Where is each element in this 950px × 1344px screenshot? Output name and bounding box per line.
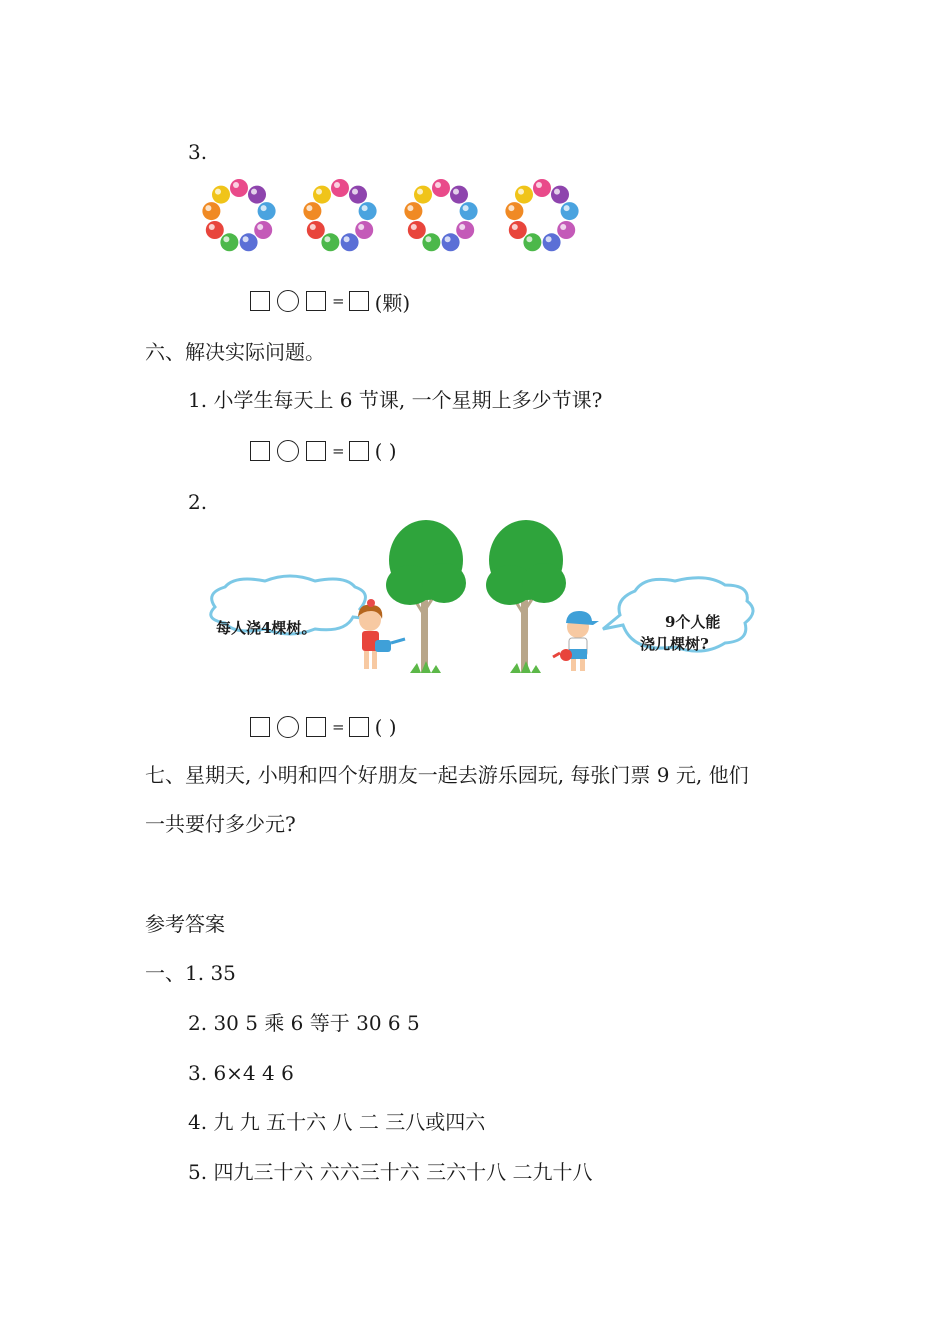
watering-trees-illustration [195, 515, 755, 685]
bead [557, 221, 575, 239]
unit-label: (颗) [374, 290, 411, 315]
bead-highlight [209, 224, 215, 230]
bead-highlight [306, 205, 312, 211]
bead [303, 202, 321, 220]
bead-highlight [251, 189, 257, 195]
bead [533, 179, 551, 197]
speech-bubble-right-text-1: 9个人能 [665, 613, 721, 631]
bead-highlight [223, 236, 229, 242]
bead-highlight [261, 205, 267, 211]
bead-ring [505, 179, 578, 251]
bead-highlight [453, 189, 459, 195]
bead-highlight [445, 236, 451, 242]
bead [355, 221, 373, 239]
bead [561, 202, 579, 220]
section-7-question-line-1: 七、星期天, 小明和四个好朋友一起去游乐园玩, 每张门票 9 元, 他们 [145, 763, 749, 787]
unit-blank: ( ) [374, 715, 397, 739]
boy-figure [553, 611, 599, 671]
bead-highlight [205, 205, 211, 211]
unit-blank: ( ) [374, 439, 397, 463]
bead-highlight [508, 205, 514, 211]
bead [515, 186, 533, 204]
operator-circle[interactable] [277, 716, 299, 738]
answer-box[interactable] [306, 717, 326, 737]
bead-highlight [334, 182, 340, 188]
bead-highlight [215, 189, 221, 195]
bead [349, 186, 367, 204]
speech-bubble-left-text: 每人浇4棵树。 [216, 619, 317, 637]
bead-highlight [310, 224, 316, 230]
bead [432, 179, 450, 197]
answer-box[interactable] [250, 717, 270, 737]
section-6-question-2-number: 2. [188, 490, 208, 514]
answer-box[interactable] [306, 291, 326, 311]
operator-circle[interactable] [277, 440, 299, 462]
bead-highlight [560, 224, 566, 230]
bead [220, 233, 238, 251]
bead [240, 233, 258, 251]
bead-highlight [257, 224, 263, 230]
bead-highlight [554, 189, 560, 195]
answer-box[interactable] [306, 441, 326, 461]
bead [254, 221, 272, 239]
equals-sign: = [332, 442, 345, 460]
bead-highlight [512, 224, 518, 230]
bead [408, 221, 426, 239]
bead-highlight [243, 236, 249, 242]
bead-highlight [564, 205, 570, 211]
answer-line-4: 4. 九 九 五十六 八 二 三八或四六 [188, 1110, 486, 1134]
tree-right [486, 520, 566, 673]
section-6-question-1: 1. 小学生每天上 6 节课, 一个星期上多少节课? [188, 388, 603, 412]
answer-line-5: 5. 四九三十六 六六三十六 三六十八 二九十八 [188, 1160, 593, 1184]
bead [230, 179, 248, 197]
section-6-title: 六、解决实际问题。 [145, 340, 325, 364]
bead-highlight [324, 236, 330, 242]
answer-box[interactable] [250, 291, 270, 311]
bead-highlight [526, 236, 532, 242]
bead [248, 186, 266, 204]
operator-circle[interactable] [277, 290, 299, 312]
bead-highlight [546, 236, 552, 242]
answer-box[interactable] [349, 291, 369, 311]
bead [313, 186, 331, 204]
equation-blank-s6-q1 [250, 438, 397, 464]
bead [456, 221, 474, 239]
answer-line-1: 一、1. 35 [145, 961, 236, 985]
equals-sign: = [332, 292, 345, 310]
bead-ring [404, 179, 477, 251]
bead [359, 202, 377, 220]
bead-ring [303, 179, 376, 251]
question-number-3: 3. [188, 140, 208, 164]
bead [422, 233, 440, 251]
bead-highlight [417, 189, 423, 195]
bead [341, 233, 359, 251]
equation-blank-s6-q2 [250, 714, 397, 740]
answer-line-3: 3. 6×4 4 6 [188, 1061, 294, 1085]
bead-highlight [536, 182, 542, 188]
answer-line-2: 2. 30 5 乘 6 等于 30 6 5 [188, 1011, 420, 1035]
speech-bubble-right-text-2: 浇几棵树? [640, 635, 709, 653]
bead [331, 179, 349, 197]
bead [450, 186, 468, 204]
bead [523, 233, 541, 251]
bead-highlight [407, 205, 413, 211]
bead [258, 202, 276, 220]
bead [509, 221, 527, 239]
girl-figure [358, 599, 405, 669]
equation-blank-q3 [250, 288, 410, 314]
answer-box[interactable] [250, 441, 270, 461]
bead [543, 233, 561, 251]
bead-highlight [233, 182, 239, 188]
bead [460, 202, 478, 220]
bead [202, 202, 220, 220]
bead [206, 221, 224, 239]
bead [404, 202, 422, 220]
bead [321, 233, 339, 251]
bead-highlight [352, 189, 358, 195]
equals-sign: = [332, 718, 345, 736]
bead [307, 221, 325, 239]
bead-highlight [411, 224, 417, 230]
tree-left [386, 520, 466, 673]
answer-box[interactable] [349, 717, 369, 737]
bead-highlight [316, 189, 322, 195]
bead-highlight [435, 182, 441, 188]
section-7-question-line-2: 一共要付多少元? [145, 812, 296, 836]
bead-highlight [358, 224, 364, 230]
bead-highlight [463, 205, 469, 211]
bead [414, 186, 432, 204]
bead-highlight [518, 189, 524, 195]
bead-highlight [362, 205, 368, 211]
bead-highlight [459, 224, 465, 230]
bead-highlight [344, 236, 350, 242]
bead [442, 233, 460, 251]
answers-title: 参考答案 [145, 912, 225, 936]
bead [505, 202, 523, 220]
bead-highlight [425, 236, 431, 242]
bead [212, 186, 230, 204]
bead-rings-illustration [195, 170, 595, 262]
answer-box[interactable] [349, 441, 369, 461]
bead [551, 186, 569, 204]
bead-ring [202, 179, 275, 251]
